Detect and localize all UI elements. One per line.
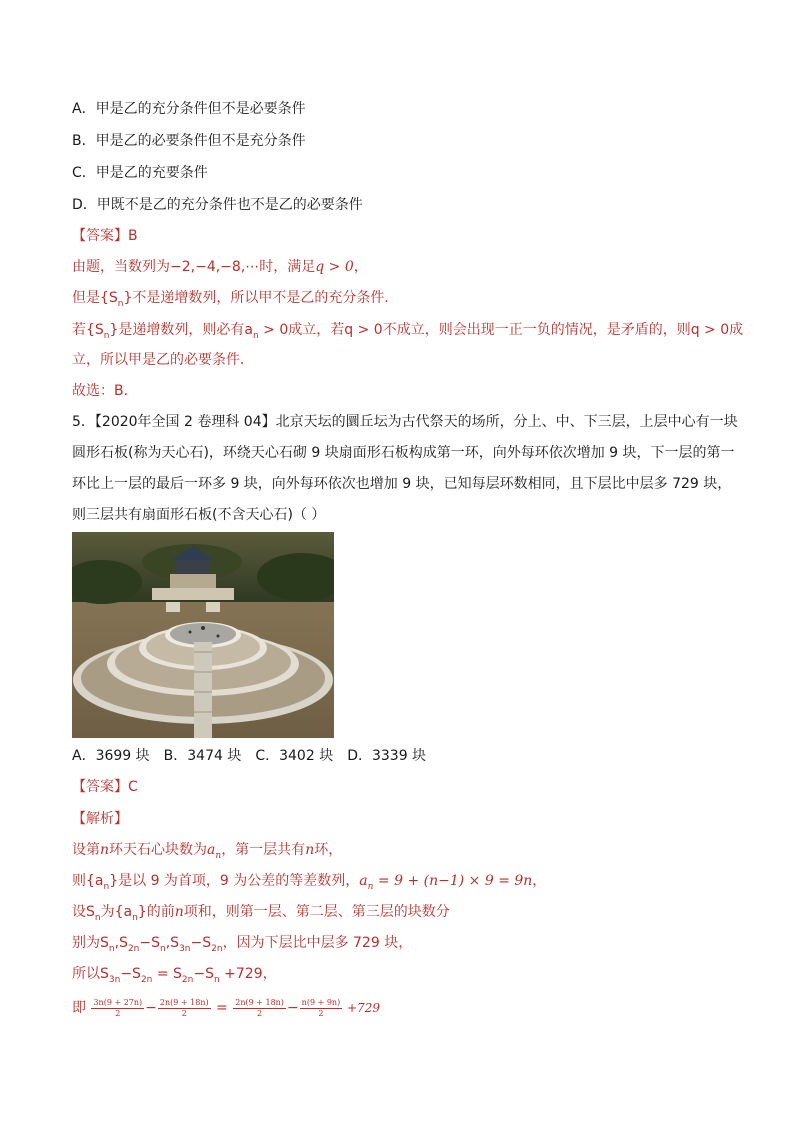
answer-label-q4: 【答案】B (72, 228, 138, 244)
analysis-line6: 即 $\frac{3n(9 + 27n)}{2}$ − $\frac{2n(9 + 18n)}{2}$ = $\frac{2n(9 + 18n)}{2}$ − $\frac{n(9 + 9n)}{2}$ +729 (72, 997, 380, 1018)
option-c: C．甲是乙的充要条件 (72, 165, 208, 181)
answer-q4-line5: 故选：B． (72, 383, 138, 399)
q5-options: A．3699 块 B．3474 块 C．3402 块 D．3339 块 (72, 748, 427, 764)
fraction-4: $\frac{n(9 + 9n)}{2}$ (301, 997, 341, 1018)
answer-q4-line1: 由题，当数列为−2,−4,−8,⋯时，满足q > 0， (72, 259, 368, 275)
analysis-line1: 设第n环天石心块数为$a_n$，第一层共有n环， (72, 842, 343, 861)
option-b: B．甲是乙的必要条件但不是充分条件 (72, 133, 306, 149)
analysis-line5: 所以$S_{3n}-S_{2n} = S_{2n}-S_n +729$， (72, 966, 277, 985)
fraction-3: $\frac{2n(9 + 18n)}{2}$ (235, 997, 284, 1018)
analysis-label: 【解析】 (72, 811, 128, 827)
answer-q4-line4: 立，所以甲是乙的必要条件． (72, 352, 254, 368)
analysis-line3: 设$S_n$为$\{a_n\}$的前n项和，则第一层、第二层、第三层的块数分 (72, 904, 450, 923)
answer-label-q5: 【答案】C (72, 779, 138, 795)
option-d: D．甲既不是乙的充分条件也不是乙的必要条件 (72, 197, 363, 213)
q5-line4: 则三层共有扇面形石板(不含天心石)（ ） (72, 507, 326, 523)
analysis-line2: 则$\{a_n\}$是以 9 为首项，9 为公差的等差数列，$a_n = 9 + (n-1) \times 9 = 9n$， (72, 873, 547, 892)
q5-line2: 圆形石板(称为天心石)，环绕天心石砌 9 块扇面形石板构成第一环，向外每环依次增加 9 块，下一层的第一 (72, 445, 735, 461)
q5-line1: 5．【2020年全国 2 卷理科 04】北京天坛的圜丘坛为古代祭天的场所，分上、中、下三层，上层中心有一块 (72, 414, 738, 430)
fraction-2: $\frac{2n(9 + 18n)}{2}$ (159, 997, 209, 1018)
fraction-1: $\frac{3n(9 + 27n)}{2}$ (93, 997, 143, 1018)
q5-line3: 环比上一层的最后一环多 9 块，向外每环依次也增加 9 块，已知每层环数相同，且下层比中层多 729 块， (72, 476, 732, 492)
answer-q4-line2: 但是$\{S_n\}$不是递增数列，所以甲不是乙的充分条件． (72, 290, 399, 309)
temple-of-heaven-photo (72, 532, 334, 738)
analysis-line4: 别为$S_n,S_{2n}-S_n,S_{3n}-S_{2n}$，因为下层比中层多 729 块， (72, 935, 413, 954)
option-a: A．甲是乙的充分条件但不是必要条件 (72, 101, 306, 117)
answer-q4-line3: 若$\{S_n\}$是递增数列，则必有$a_n > 0$成立，若q > 0不成立，则会出现一正一负的情况，是矛盾的，则q > 0成 (72, 322, 744, 341)
